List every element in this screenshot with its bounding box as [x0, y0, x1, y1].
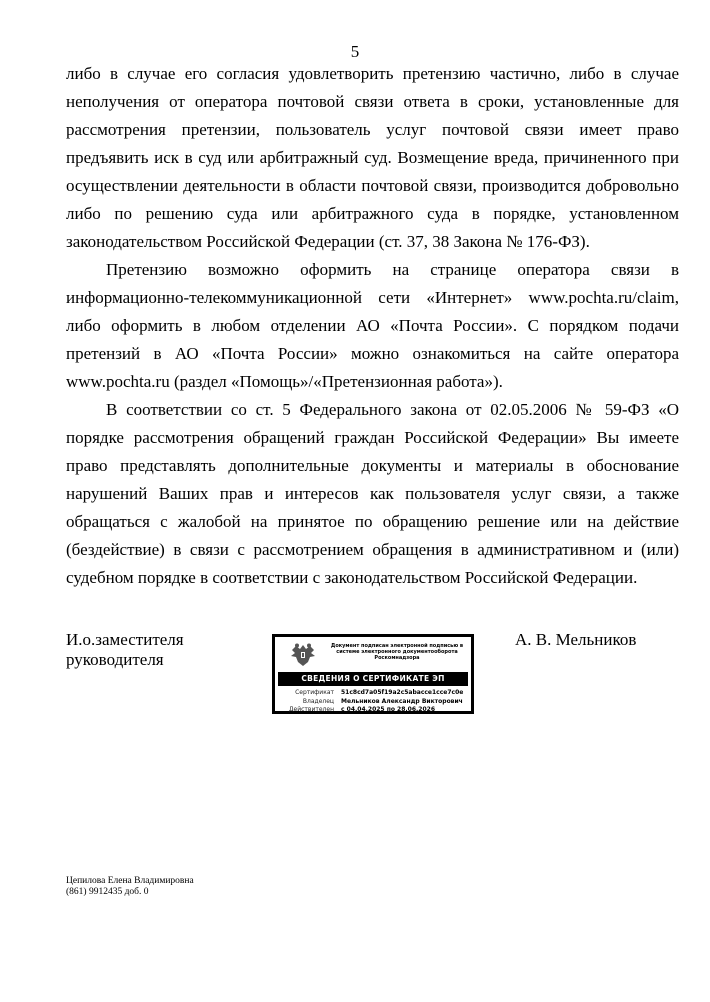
electronic-signature-stamp: [272, 634, 474, 714]
signer-title-line1: И.о.заместителя: [66, 630, 184, 649]
stamp-row-owner: Владелец Мельников Александр Викторович: [302, 697, 463, 705]
stamp-note: Документ подписан электронной подписью в системе электронного документооборота Роскомнадзора: [330, 643, 464, 661]
stamp-header: [275, 637, 471, 671]
paragraph-claim-rights: либо в случае его согласия удовлетворить претензию частично, либо в случае неполучения от оператора почтовой связи ответа в сроки, установленные для рассмотрения претензии, пользователь услуг почтовой связи имеет право предъявить иск в суд или арбитражный суд. Возмещение вреда, причиненного при осуществлении деятельности в области почтовой связи, производится добровольно либо по решению суда или арбитражного суда в порядке, установленном законодательством Российской Федерации (ст. 37, 38 Закона № 176-ФЗ).: [66, 64, 679, 251]
stamp-details: [275, 689, 471, 715]
signer-title-line2: руководителя: [66, 650, 164, 669]
letter-body: [66, 60, 679, 592]
paragraph-claim-submission: Претензию возможно оформить на странице оператора связи в информационно-телекоммуникационной сети «Интернет» www.pochta.ru/claim, либо оформить в любом отделении АО «Почта России». С порядком подачи претензий в АО «Почта России» можно ознакомиться на сайте оператора www.pochta.ru (раздел «Помощь»/«Претензионная работа»).: [66, 260, 679, 391]
stamp-row-validity: Действителен с 04.04.2025 по 28.06.2026: [288, 706, 436, 713]
stamp-band: СВЕДЕНИЯ О СЕРТИФИКАТЕ ЭП: [278, 672, 468, 686]
executor-footer: [66, 876, 194, 898]
paragraph-appeal-rights: В соответствии со ст. 5 Федерального закона от 02.05.2006 № 59-ФЗ «О порядке рассмотрения обращений граждан Российской Федерации» Вы имеете право представлять дополнительные документы и материалы в обоснование нарушений Ваших прав и интересов как пользователя услуг связи, а также обращаться с жалобой на принятое по обращению решение или на действие (бездействие) в связи с рассмотрением обращения в административном и (или) судебном порядке в соответствии с законодательством Российской Федерации.: [66, 400, 679, 587]
executor-name: Цепилова Елена Владимировна: [66, 876, 194, 886]
signer-name: А. В. Мельников: [515, 630, 637, 649]
executor-phone: (861) 9912435 доб. 0: [66, 887, 149, 897]
stamp-row-certificate: Сертификат 51c8cd7a05f19a2c5abacce1cce7c0e: [295, 689, 464, 696]
page-number: 5: [350, 42, 360, 61]
double-headed-eagle-icon: [289, 642, 317, 668]
signer-title: [66, 630, 184, 670]
